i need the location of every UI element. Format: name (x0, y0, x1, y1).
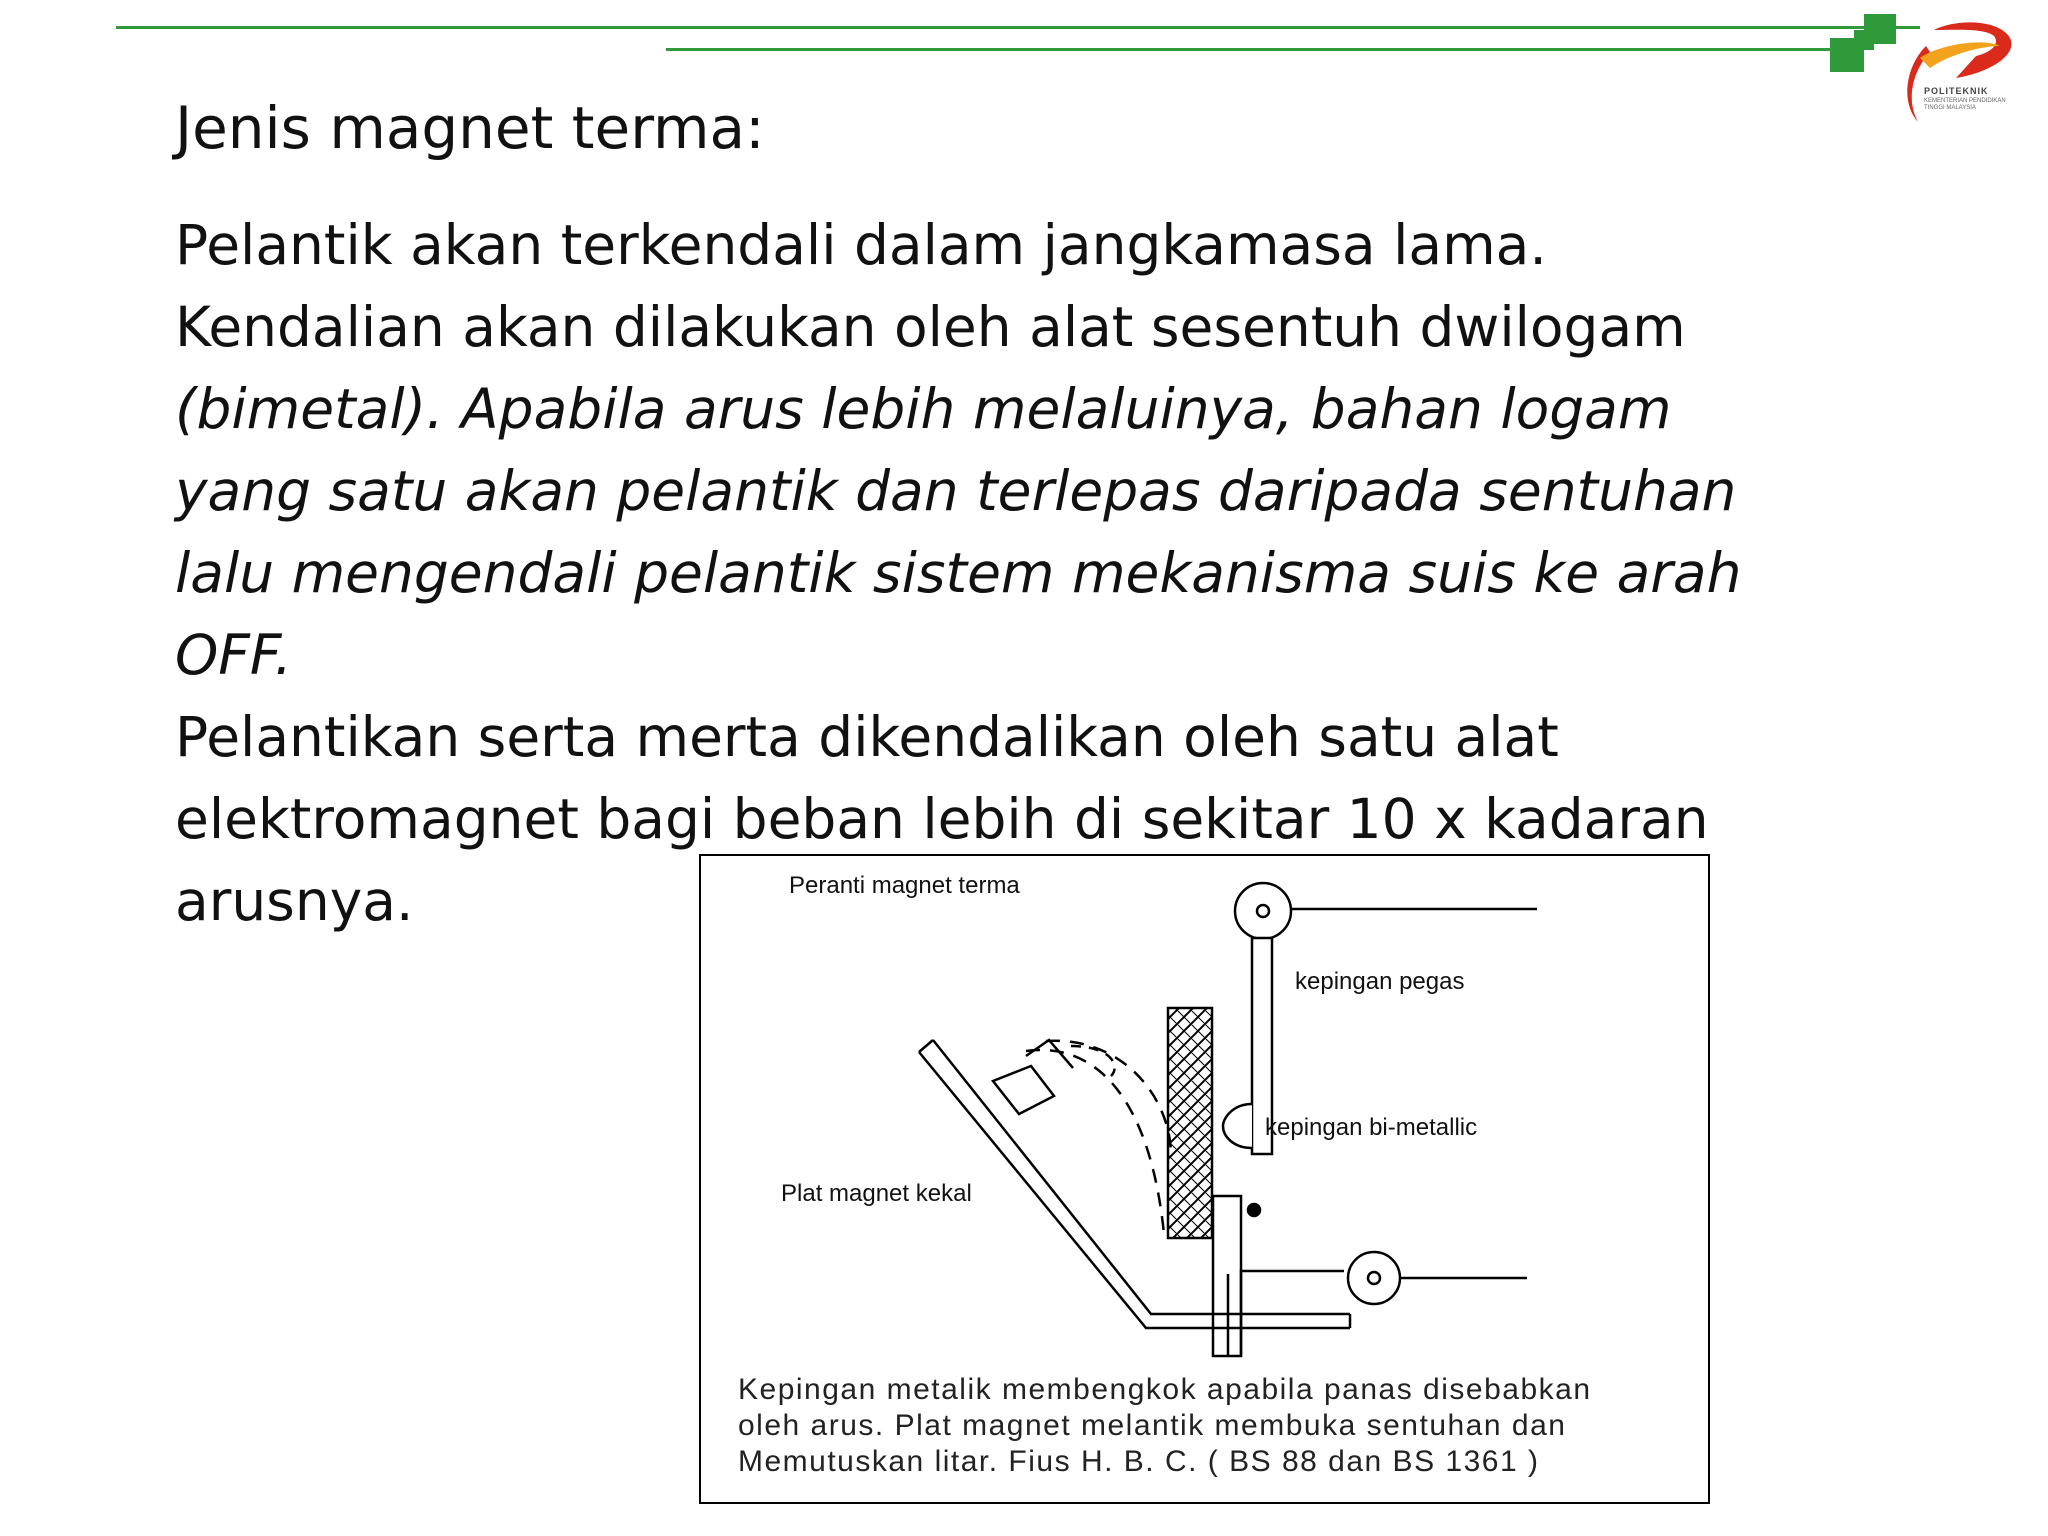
body-line: (bimetal). Apabila arus lebih melaluinya, bahan logam (175, 377, 1672, 441)
green-cross-icon (1830, 14, 1898, 74)
header-rule-bottom (666, 48, 1838, 51)
body-line: yang satu akan pelantik dan terlepas daripada sentuhan (175, 459, 1737, 523)
slide-body-text (175, 204, 1815, 942)
body-line: OFF. (175, 623, 292, 687)
caption-line: oleh arus. Plat magnet melantik membuka sentuhan dan (738, 1409, 1567, 1442)
thermal-magnetic-diagram (699, 854, 1710, 1504)
figure-caption (738, 1372, 1698, 1480)
body-line: Pelantikan serta merta dikendalikan oleh satu alat (175, 705, 1559, 769)
top-terminal-icon (1235, 883, 1291, 939)
slide-title: Jenis magnet terma: (175, 94, 765, 162)
label-bimetal-strip: kepingan bi-metallic (1265, 1114, 1478, 1141)
label-magnet-plate: Plat magnet kekal (781, 1180, 972, 1207)
body-line: arusnya. (175, 869, 414, 933)
body-line: lalu mengendali pelantik sistem mekanisma suis ke arah (175, 541, 1742, 605)
body-line: Pelantik akan terkendali dalam jangkamasa lama. (175, 213, 1547, 277)
logo-text: POLITEKNIK (1924, 86, 1989, 96)
body-line: elektromagnet bagi beban lebih di sekitar 10 x kadaran (175, 787, 1709, 851)
body-line: Kendalian akan dilakukan oleh alat sesentuh dwilogam (175, 295, 1686, 359)
label-device: Peranti magnet terma (789, 872, 1020, 899)
bottom-terminal-icon (1348, 1252, 1400, 1304)
bimetal-strip (1168, 1008, 1212, 1238)
logo-subtext: KEMENTERIAN PENDIDIKAN TINGGI MALAYSIA (1924, 98, 2006, 111)
header-rule-top (116, 26, 1920, 29)
caption-line: Kepingan metalik membengkok apabila panas disebabkan (738, 1373, 1592, 1406)
caption-line: Memutuskan litar. Fius H. B. C. ( BS 88 dan BS 1361 ) (738, 1445, 1540, 1478)
label-spring-strip: kepingan pegas (1295, 968, 1465, 995)
